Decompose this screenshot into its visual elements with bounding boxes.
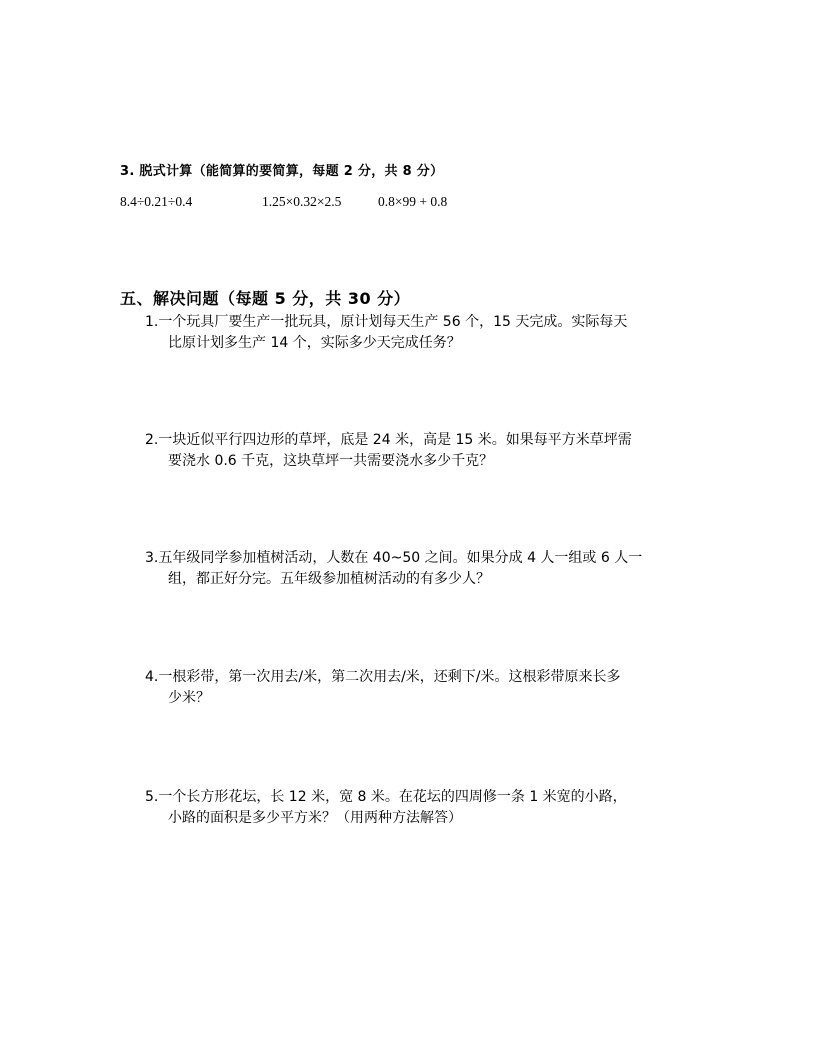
problem-5 — [145, 787, 705, 829]
expression-2: 1.25×0.32×2.5 — [262, 194, 342, 209]
problem-1 — [145, 312, 705, 354]
problem-2-line-1: 2.一块近似平行四边形的草坪，底是 24 米，高是 15 米。如果每平方米草坪需 — [145, 432, 632, 448]
problem-2-line-2: 要浇水 0.6 千克，这块草坪一共需要浇水多少千克？ — [168, 453, 494, 469]
expression-1: 8.4÷0.21÷0.4 — [120, 194, 193, 209]
problem-1-line-1: 1.一个玩具厂要生产一批玩具，原计划每天生产 56 个，15 天完成。实际每天 — [145, 314, 628, 330]
problem-3-line-1: 3.五年级同学参加植树活动，人数在 40~50 之间。如果分成 4 人一组或 6 人一 — [145, 550, 643, 566]
problem-2 — [145, 430, 705, 472]
section5-title: 五、解决问题（每题 5 分，共 30 分） — [120, 289, 411, 308]
section3-title: 3. 脱式计算（能简算的要简算，每题 2 分，共 8 分） — [120, 164, 444, 179]
expression-3: 0.8×99 + 0.8 — [378, 194, 448, 209]
problem-4-line-2: 少米？ — [168, 690, 210, 706]
problem-4-line-1: 4.一根彩带，第一次用去/米，第二次用去/米，还剩下/米。这根彩带原来长多 — [145, 669, 621, 685]
problem-1-line-2: 比原计划多生产 14 个，实际多少天完成任务？ — [168, 335, 461, 351]
problem-4 — [145, 667, 705, 709]
problem-3 — [145, 548, 705, 590]
problem-5-line-1: 5.一个长方形花坛，长 12 米，宽 8 米。在花坛的四周修一条 1 米宽的小路， — [145, 789, 627, 805]
problem-5-line-2: 小路的面积是多少平方米？（用两种方法解答） — [168, 810, 462, 826]
problem-3-line-2: 组，都正好分完。五年级参加植树活动的有多少人？ — [168, 571, 490, 587]
